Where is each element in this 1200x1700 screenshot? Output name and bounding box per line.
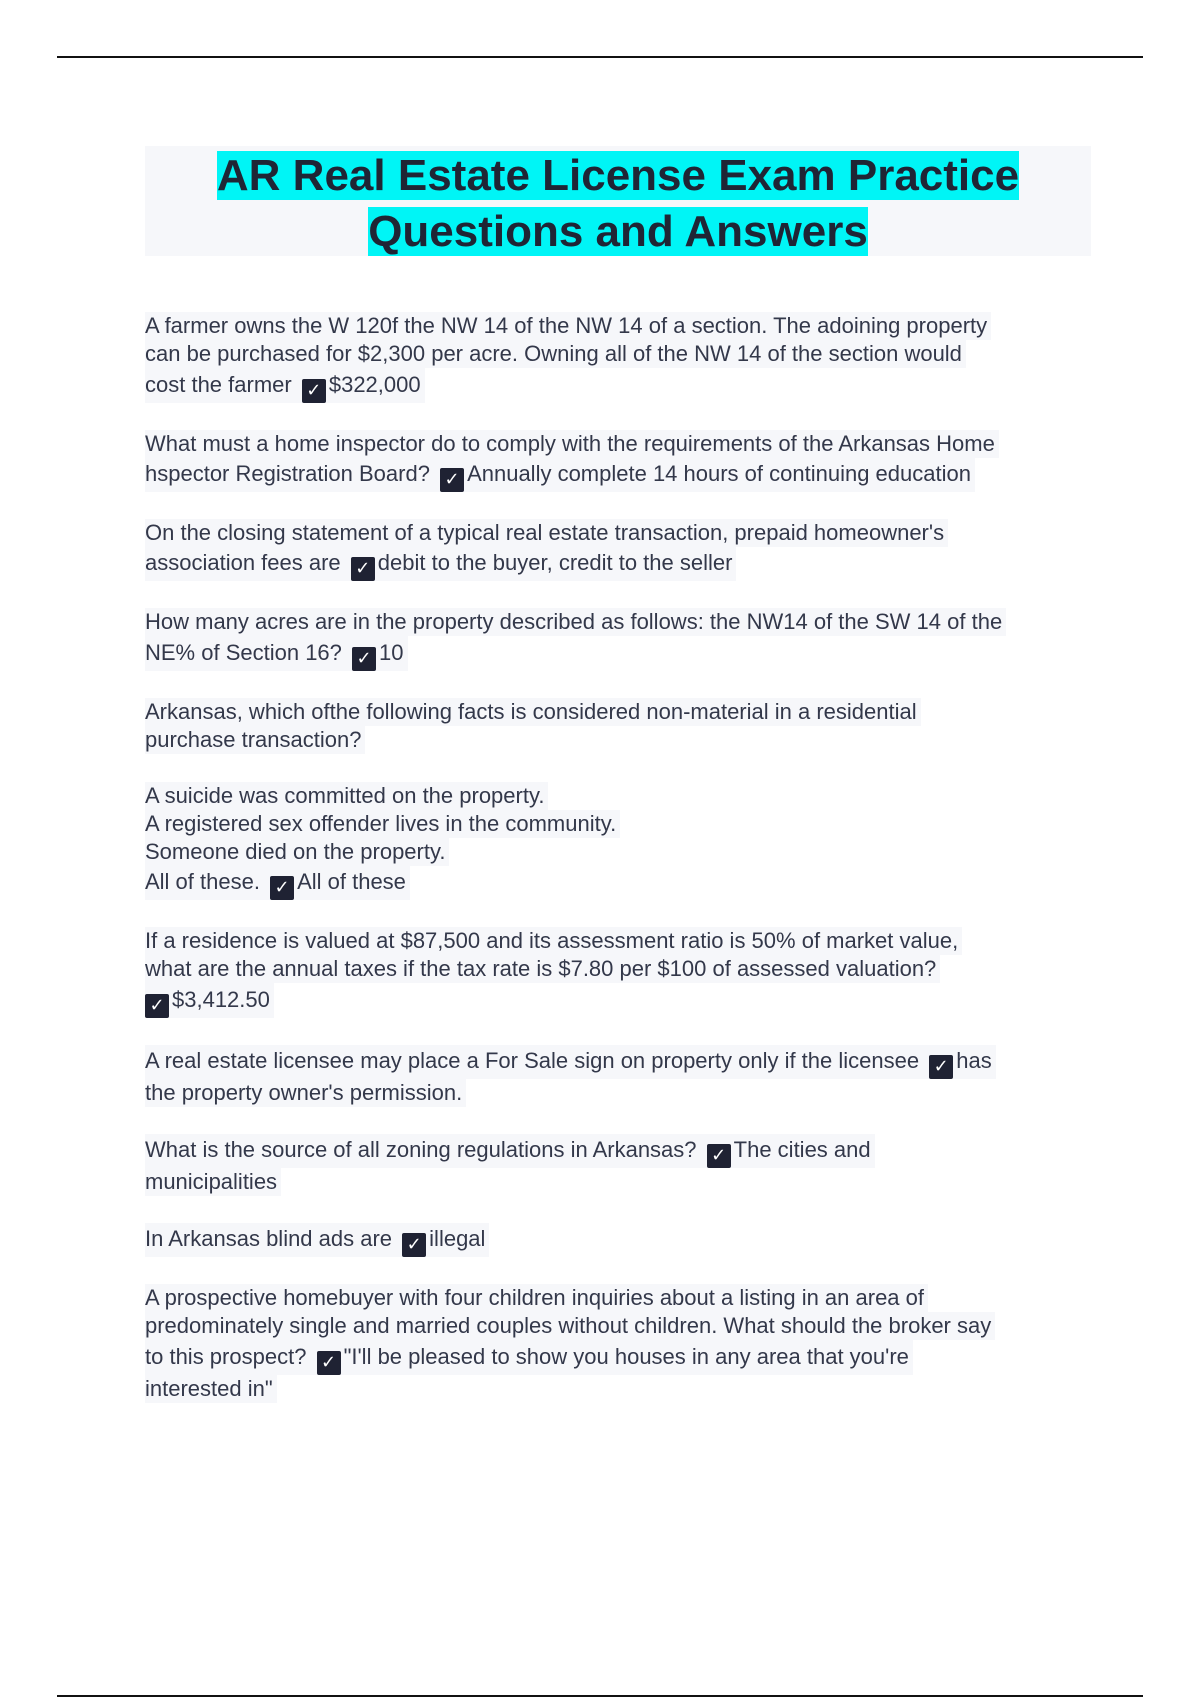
option-line: A suicide was committed on the property. xyxy=(145,782,548,810)
question-line-with-answer xyxy=(145,1223,489,1257)
checkmark-icon: ✓ xyxy=(270,876,294,900)
qa-item xyxy=(145,1223,1095,1257)
checkmark-icon: ✓ xyxy=(352,647,376,671)
question-text: to this prospect? xyxy=(145,1344,307,1369)
answer-line xyxy=(145,983,274,1018)
bottom-rule xyxy=(57,1695,1143,1697)
question-line: How many acres are in the property described as follows: the NW14 of the SW 14 of the xyxy=(145,608,1006,636)
checkmark-icon: ✓ xyxy=(440,468,464,492)
checkmark-icon: ✓ xyxy=(302,379,326,403)
qa-item xyxy=(145,927,1095,1018)
top-rule xyxy=(57,56,1143,58)
checkmark-icon: ✓ xyxy=(145,994,169,1018)
checkmark-icon: ✓ xyxy=(929,1055,953,1079)
answer-text: $322,000 xyxy=(328,372,421,397)
option-line-with-answer xyxy=(145,866,410,900)
answer-text: Annually complete 14 hours of continuing education xyxy=(467,461,971,486)
question-line-with-answer xyxy=(145,1340,913,1375)
qa-item xyxy=(145,608,1095,671)
question-text: NE% of Section 16? xyxy=(145,640,342,665)
title-line-1: AR Real Estate License Exam Practice xyxy=(216,151,1020,200)
question-line: A farmer owns the W 120f the NW 14 of the NW 14 of a section. The adoining property xyxy=(145,312,991,340)
answer-text: 10 xyxy=(379,640,404,665)
question-line: what are the annual taxes if the tax rate is $7.80 per $100 of assessed valuation? xyxy=(145,955,940,983)
qa-item xyxy=(145,1045,1095,1107)
qa-item xyxy=(145,1284,1095,1403)
question-line-with-answer xyxy=(145,636,408,671)
option-line: A registered sex offender lives in the community. xyxy=(145,810,620,838)
answer-continuation: municipalities xyxy=(145,1168,281,1196)
answer-text: debit to the buyer, credit to the seller xyxy=(377,550,733,575)
question-text: hspector Registration Board? xyxy=(145,461,430,486)
option-line: Someone died on the property. xyxy=(145,838,449,866)
question-line: purchase transaction? xyxy=(145,726,365,754)
question-line: Arkansas, which ofthe following facts is considered non-material in a residential xyxy=(145,698,921,726)
question-line-with-answer xyxy=(145,547,736,581)
answer-text: $3,412.50 xyxy=(172,987,270,1012)
answer-continuation: interested in" xyxy=(145,1375,277,1403)
question-line: What must a home inspector do to comply with the requirements of the Arkansas Home xyxy=(145,430,999,458)
checkmark-icon: ✓ xyxy=(351,557,375,581)
page-title xyxy=(145,146,1091,260)
checkmark-icon: ✓ xyxy=(317,1351,341,1375)
qa-item xyxy=(145,430,1095,492)
question-line: On the closing statement of a typical real estate transaction, prepaid homeowner's xyxy=(145,519,948,547)
qa-list xyxy=(145,312,1095,1430)
answer-continuation: the property owner's permission. xyxy=(145,1079,466,1107)
question-text: What is the source of all zoning regulations in Arkansas? xyxy=(145,1137,697,1162)
question-text: cost the farmer xyxy=(145,372,292,397)
answer-text: The cities and xyxy=(733,1137,871,1162)
qa-item xyxy=(145,519,1095,581)
question-text: In Arkansas blind ads are xyxy=(145,1226,393,1251)
question-line-with-answer xyxy=(145,368,425,403)
qa-item xyxy=(145,312,1095,403)
option-text: All of these. xyxy=(145,869,260,894)
question-line-with-answer xyxy=(145,458,975,492)
answer-text: has xyxy=(956,1048,992,1073)
question-line: predominately single and married couples without children. What should the broker say xyxy=(145,1312,995,1340)
answer-text: All of these xyxy=(297,869,406,894)
qa-item xyxy=(145,1134,1095,1196)
checkmark-icon: ✓ xyxy=(402,1233,426,1257)
question-text: association fees are xyxy=(145,550,341,575)
question-line: A prospective homebuyer with four children inquiries about a listing in an area of xyxy=(145,1284,928,1312)
title-line-2: Questions and Answers xyxy=(368,207,868,256)
checkmark-icon: ✓ xyxy=(707,1144,731,1168)
answer-text: illegal xyxy=(429,1226,486,1251)
question-line-with-answer xyxy=(145,1134,875,1168)
title-banner xyxy=(145,146,1091,256)
question-line: can be purchased for $2,300 per acre. Owning all of the NW 14 of the section would xyxy=(145,340,966,368)
question-line: If a residence is valued at $87,500 and its assessment ratio is 50% of market value, xyxy=(145,927,962,955)
question-text: A real estate licensee may place a For Sale sign on property only if the licensee xyxy=(145,1048,920,1073)
answer-text: "I'll be pleased to show you houses in any area that you're xyxy=(343,1344,909,1369)
question-line-with-answer xyxy=(145,1045,996,1079)
qa-item xyxy=(145,698,1095,900)
